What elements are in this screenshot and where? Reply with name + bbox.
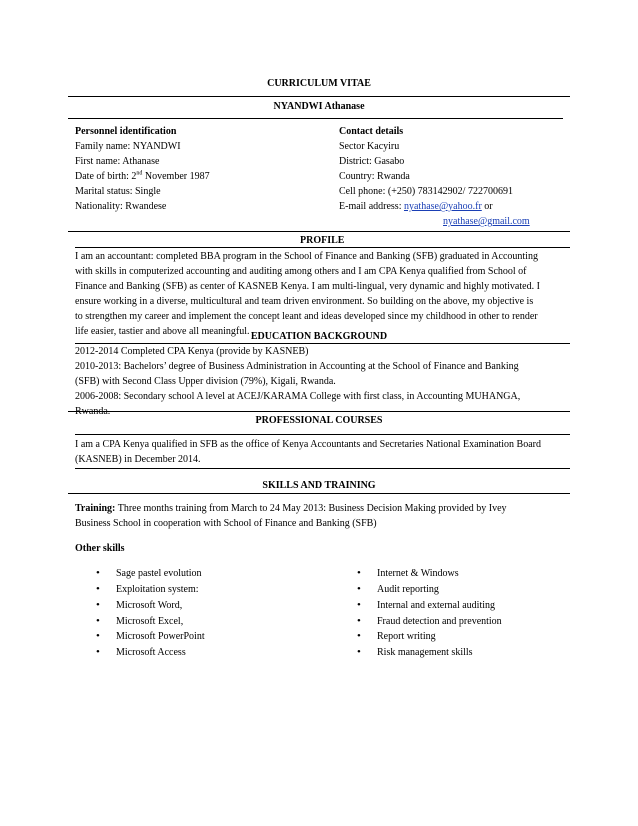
bullet-icon: • [96, 583, 100, 595]
profile-line: to strengthen my career and implement the concept leant and ideas developed since my childhood in other to render [75, 311, 538, 322]
list-item: • Audit reporting [357, 583, 439, 595]
education-line: 2006-2008: Secondary school A level at ACEJ/KARAMA College with first class, in Accounting MUHANGA, [75, 391, 521, 402]
profile-line: with skills in computerized accounting and auditing among others and I am CPA Kenya qualified from School of [75, 266, 527, 277]
bullet-icon: • [96, 615, 100, 627]
bullet-icon: • [357, 646, 361, 658]
list-item: • Fraud detection and prevention [357, 615, 502, 627]
marital-status: Marital status: Single [75, 186, 161, 197]
list-item: • Internal and external auditing [357, 599, 496, 611]
bullet-icon: • [357, 567, 361, 579]
contact-country: Country: Rwanda [339, 171, 410, 182]
bullet-icon: • [96, 646, 100, 658]
list-item: • Microsoft PowerPoint [96, 630, 205, 642]
bullet-icon: • [357, 615, 361, 627]
email-or: or [481, 201, 493, 212]
bullet-icon: • [357, 599, 361, 611]
personal-heading: Personnel identification [75, 126, 177, 137]
bullet-icon: • [96, 599, 100, 611]
list-item: • Microsoft Word, [96, 599, 183, 611]
courses-heading: PROFESSIONAL COURSES [255, 415, 383, 426]
contact-heading: Contact details [339, 126, 404, 137]
date-of-birth [75, 171, 210, 183]
divider-line [75, 468, 570, 469]
list-item: • Risk management skills [357, 646, 473, 658]
profile-line: I am an accountant: completed BBA program in the School of Finance and Banking (SFB) graduated in Accounting [75, 251, 538, 262]
profile-line: ensure working in a diverse, multicultural and team driven environment. So building on the above, my objective is [75, 296, 534, 307]
divider-line [68, 231, 570, 232]
contact-email [339, 201, 493, 213]
education-line: Rwanda. [75, 406, 111, 417]
profile-line: Finance and Banking (SFB) as center of KASNEB Kenya. I am multi-lingual, very dynamic and highly motivated. I [75, 281, 540, 292]
list-item: • Exploitation system: [96, 583, 199, 595]
training-text: Three months training from March to 24 May 2013: Business Decision Making provided by Ivey [115, 503, 507, 514]
dob-rest: November 1987 [142, 171, 210, 182]
education-line: 2012-2014 Completed CPA Kenya (provide by KASNEB) [75, 346, 309, 357]
list-item: • Microsoft Access [96, 646, 186, 658]
document-title: CURRICULUM VITAE [267, 78, 371, 89]
email-label: E-mail address: [339, 201, 404, 212]
bullet-icon: • [357, 583, 361, 595]
list-item: • Internet & Windows [357, 567, 459, 579]
list-item: • Report writing [357, 630, 436, 642]
education-line: 2010-2013: Bachelors’ degree of Business Administration in Accounting at the School of Finance and Banking [75, 361, 519, 372]
list-item: • Sage pastel evolution [96, 567, 202, 579]
divider-line [75, 434, 570, 435]
divider-line [75, 247, 570, 248]
first-name: First name: Athanase [75, 156, 160, 167]
bullet-icon: • [96, 630, 100, 642]
courses-line: I am a CPA Kenya qualified in SFB as the office of Kenya Accountants and Secretaries National Examination Board [75, 439, 541, 450]
training-line [75, 503, 507, 515]
family-name: Family name: NYANDWI [75, 141, 181, 152]
courses-line: (KASNEB) in December 2014. [75, 454, 201, 465]
candidate-name: NYANDWI Athanase [273, 101, 365, 112]
education-line: (SFB) with Second Class Upper division (79%), Kigali, Rwanda. [75, 376, 336, 387]
training-label: Training: [75, 503, 116, 514]
other-skills-heading: Other skills [75, 543, 125, 554]
bullet-icon: • [357, 630, 361, 642]
divider-line [68, 493, 570, 494]
training-line-2: Business School in cooperation with School of Finance and Banking (SFB) [75, 518, 377, 529]
profile-heading: PROFILE [300, 235, 345, 246]
contact-district: District: Gasabo [339, 156, 405, 167]
skills-heading: SKILLS AND TRAINING [262, 480, 376, 491]
nationality: Nationality: Rwandese [75, 201, 167, 212]
contact-phone: Cell phone: (+250) 783142902/ 722700691 [339, 186, 513, 197]
education-heading: EDUCATION BACKGROUND [250, 331, 388, 342]
contact-sector: Sector Kacyiru [339, 141, 400, 152]
email-link-yahoo[interactable]: nyathase@yahoo.fr [403, 201, 482, 212]
divider-line [68, 96, 570, 97]
divider-line [68, 411, 570, 412]
divider-line [68, 118, 563, 119]
list-item: • Microsoft Excel, [96, 615, 184, 627]
email-link-gmail[interactable]: nyathase@gmail.com [443, 216, 530, 227]
profile-line: life easier, tastier and above all meaningful. [75, 326, 250, 337]
bullet-icon: • [96, 567, 100, 579]
dob-ordinal: nd [136, 170, 143, 177]
dob-day: Date of birth: 2 [75, 171, 137, 182]
